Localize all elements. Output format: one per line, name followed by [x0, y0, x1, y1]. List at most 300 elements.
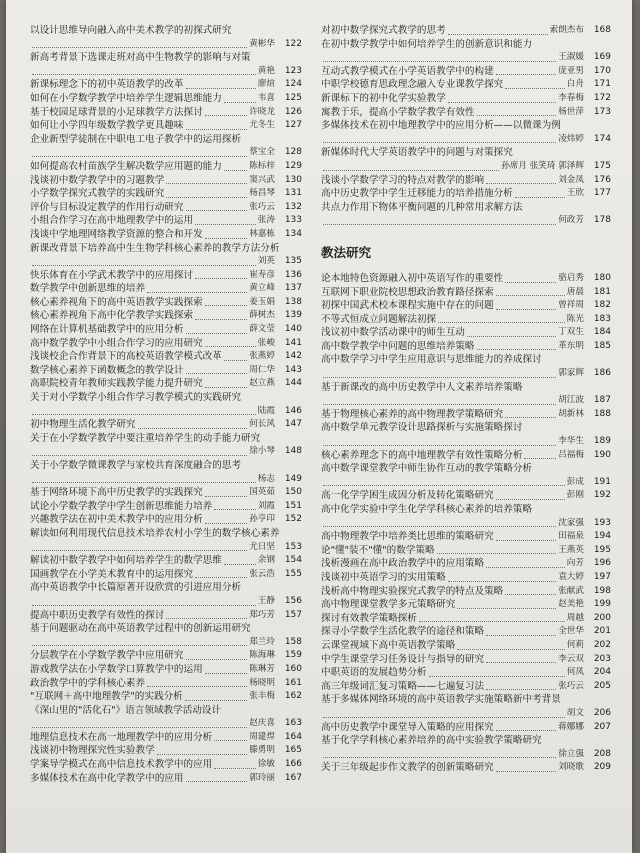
toc-entry [30, 350, 302, 364]
entry-author: 尤日坚 [249, 541, 275, 552]
entry-author: 刘金凤 [558, 174, 584, 185]
dot-leader [32, 482, 256, 483]
toc-entry [30, 377, 302, 391]
dot-leader [32, 455, 247, 456]
dot-leader [32, 414, 256, 415]
dot-leader [477, 115, 557, 116]
dot-leader [205, 238, 248, 239]
entry-title: 共点力作用下物体平衡问题的几种常用求解方法 [321, 201, 523, 213]
entry-author: 陆霞 [257, 405, 275, 416]
entry-title: 高中历史教学中学生迁移能力的培养措施分析 [321, 188, 513, 200]
entry-author: 张献武 [558, 585, 584, 596]
dot-leader [205, 673, 248, 674]
toc-entry [321, 421, 611, 448]
toc-entry [30, 772, 302, 786]
entry-title: 互动式教学模式在小学英语教学中的构建 [321, 65, 494, 77]
entry-author: 陈海琳 [249, 650, 275, 661]
toc-entry [321, 489, 611, 503]
entry-author: 赵庆喜 [249, 718, 275, 729]
entry-page-number: 177 [593, 188, 611, 199]
entry-author: 彭刚 [566, 490, 584, 501]
entry-title: 数学教学中创新思维的培养 [30, 283, 146, 295]
toc-entry [321, 65, 611, 79]
dot-leader [186, 88, 256, 89]
dot-leader [32, 645, 247, 646]
toc-entry [321, 598, 611, 612]
toc-entry [30, 201, 302, 215]
entry-title: 解读初中数学教学中如何培养学生的数学思维 [30, 555, 222, 567]
entry-page-number: 146 [284, 405, 302, 416]
dot-leader [323, 170, 499, 171]
toc-entry [321, 449, 611, 463]
entry-page-number: 201 [593, 626, 611, 637]
entry-author: 许晓龙 [249, 106, 275, 117]
dot-leader [195, 319, 247, 320]
entry-author: 革东明 [558, 340, 584, 351]
entry-author: 周越 [566, 612, 584, 623]
entry-author: 徐敏 [257, 759, 275, 770]
toc-entry [30, 133, 302, 160]
entry-title: 基于问题驱动在高中英语教学过程中的创新运用研究 [30, 623, 251, 635]
entry-author: 田福泉 [558, 531, 584, 542]
entry-page-number: 164 [284, 731, 302, 742]
entry-title: 分层教学在小学数学教学中应用研究 [30, 650, 184, 662]
entry-page-number: 207 [593, 721, 611, 732]
dot-leader [437, 553, 557, 554]
toc-entry [30, 568, 302, 582]
toc-entry [321, 639, 611, 653]
entry-title: 高中数学教学中小组合作学习的应用研究 [30, 337, 203, 349]
dot-leader [496, 540, 557, 541]
entry-page-number: 124 [284, 79, 302, 90]
toc-entry [30, 119, 302, 133]
entry-page-number: 174 [593, 133, 611, 144]
entry-page-number: 204 [593, 667, 611, 678]
dot-leader [205, 496, 248, 497]
toc-entry [30, 500, 302, 514]
dot-leader [505, 88, 565, 89]
toc-entry [321, 666, 611, 680]
dot-leader [496, 499, 565, 500]
toc-entry [30, 690, 302, 704]
entry-page-number: 181 [593, 286, 611, 297]
dot-leader [505, 594, 556, 595]
entry-page-number: 206 [593, 707, 611, 718]
entry-author: 姜玉娟 [249, 296, 275, 307]
entry-page-number: 126 [284, 106, 302, 117]
entry-author: 国英茹 [249, 487, 275, 498]
entry-page-number: 165 [284, 745, 302, 756]
entry-author: 杨志 [257, 473, 275, 484]
dot-leader [457, 608, 556, 609]
dot-leader [186, 333, 248, 334]
dot-leader [32, 47, 247, 48]
toc-entry [30, 391, 302, 418]
toc-entry [30, 160, 302, 174]
entry-title: 企业新型学徒制在中职电工电子教学中的运用探析 [30, 133, 242, 145]
entry-page-number: 185 [593, 340, 611, 351]
toc-entry [321, 119, 611, 146]
toc-entry [30, 677, 302, 691]
toc-entry [321, 92, 611, 106]
dot-leader [486, 183, 556, 184]
entry-page-number: 153 [284, 541, 302, 552]
entry-title: 新课改背景下培养高中生生物学科核心素养的教学方法分析 [30, 242, 280, 254]
entry-page-number: 208 [593, 748, 611, 759]
dot-leader [515, 197, 565, 198]
entry-title: 中学生课堂学习任务设计与指导的研究 [321, 653, 485, 665]
entry-title: 中职英语的发展趋势分析 [321, 667, 427, 679]
toc-entry [321, 734, 611, 761]
entry-author: 杨世萍 [558, 106, 584, 117]
dot-leader [323, 757, 556, 758]
toc-entry [30, 513, 302, 527]
entry-title: 地理信息技术在高一地理教学中的应用分析 [30, 731, 213, 743]
entry-page-number: 167 [284, 772, 302, 783]
toc-entry [321, 146, 611, 173]
entry-page-number: 151 [284, 500, 302, 511]
toc-entry [30, 731, 302, 745]
dot-leader [32, 605, 256, 606]
entry-author: 郭玲丽 [249, 772, 275, 783]
toc-entry [30, 282, 302, 296]
entry-title: 高职院校青年教师实践教学能力提升研究 [30, 378, 203, 390]
dot-leader [486, 567, 565, 568]
entry-title: 关于小学数学微课教学与家校共育深度融合的思考 [30, 460, 242, 471]
entry-page-number: 159 [284, 650, 302, 661]
entry-author: 张巧云 [558, 680, 584, 691]
entry-title: 网络在计算机基础教学中的应用分析 [30, 324, 184, 336]
entry-author: 崔寿彦 [249, 269, 275, 280]
toc-entry [30, 622, 302, 649]
toc-entry [30, 78, 302, 92]
toc-entry [321, 272, 611, 286]
entry-page-number: 154 [284, 555, 302, 566]
entry-title: 对初中数学探究式教学的思考 [321, 25, 446, 36]
entry-title: 浅谈中学地理网络教学资源的整合和开发 [30, 228, 203, 240]
entry-title: 浅谈校企合作背景下的高校英语教学模式改革 [30, 351, 222, 363]
toc-entry [321, 326, 611, 340]
entry-title: 探讨有效教学策略探析 [321, 612, 417, 624]
dot-leader [323, 377, 556, 378]
entry-author: 何政芳 [558, 215, 584, 226]
entry-title: 如何在小学数学教学中培养学生逻辑思维能力 [30, 92, 222, 104]
entry-author: 郑巧芳 [249, 609, 275, 620]
dot-leader [496, 771, 557, 772]
entry-author: 吕福梅 [558, 449, 584, 460]
toc-entry [30, 486, 302, 500]
entry-title: 关于在小学数学教学中要注重培养学生的动手能力研究 [30, 432, 261, 444]
entry-author: 周仁华 [249, 364, 275, 375]
dot-leader [505, 417, 556, 418]
entry-title: 如何提高农村苗族学生解决数学应用题的能力 [30, 160, 222, 172]
entry-page-number: 172 [593, 92, 611, 103]
toc-entry [30, 269, 302, 283]
entry-page-number: 176 [593, 174, 611, 185]
entry-title: 新高考背景下选课走班对高中生物教学的影响与对策 [30, 52, 251, 64]
entry-title: 数学核心素养下函数概念的教学设计 [30, 364, 184, 376]
entry-page-number: 166 [284, 759, 302, 770]
entry-page-number: 152 [284, 514, 302, 525]
entry-author: 凌炜婷 [558, 133, 584, 144]
entry-author: 孙亨印 [249, 514, 275, 525]
entry-title: 小组合作学习在高中地理教学中的运用 [30, 215, 194, 227]
entry-page-number: 187 [593, 395, 611, 406]
entry-title: 基于新课改的高中历史教学中人文素养培养策略 [321, 381, 523, 393]
entry-title: 初中物理生活化教学研究 [30, 419, 136, 431]
dot-leader [496, 295, 565, 296]
entry-author: 蔡宝全 [249, 147, 275, 158]
dot-leader [214, 509, 256, 510]
entry-page-number: 205 [593, 680, 611, 691]
dot-leader [224, 564, 256, 565]
dot-leader [505, 282, 556, 283]
toc-entry [321, 340, 611, 354]
entry-author: 黄彬华 [249, 38, 275, 49]
entry-author: 张丰梅 [249, 691, 275, 702]
entry-author: 胡新林 [558, 408, 584, 419]
entry-author: 孙席月 张笑琦 郭泽辉 [501, 160, 584, 171]
dot-leader [323, 224, 556, 225]
entry-page-number: 149 [284, 473, 302, 484]
toc-entry [30, 323, 302, 337]
entry-author: 陈琳芳 [249, 663, 275, 674]
entry-author: 骆启秀 [558, 272, 584, 283]
entry-author: 廖煊 [257, 79, 275, 90]
dot-leader [166, 618, 247, 619]
entry-author: 张峻 [257, 337, 275, 348]
entry-title: 政治教学中的学科核心素养 [30, 677, 146, 689]
entry-author: 黄艳 [257, 65, 275, 76]
entry-title: 基于多媒体网络环境的高中英语教学实施策略新中考背景 [321, 694, 561, 706]
entry-page-number: 128 [284, 147, 302, 158]
entry-author: 张云浩 [249, 568, 275, 579]
toc-entry [30, 51, 302, 78]
entry-title: 云课堂视域下高中英语教学策略 [321, 639, 456, 651]
entry-author: 王燕英 [558, 544, 584, 555]
toc-entry [30, 581, 302, 608]
entry-title: 高三年级词汇复习策略——七遍复习法 [321, 680, 485, 692]
entry-title: 高中历史教学中课堂导入策略的应用探究 [321, 721, 494, 733]
entry-page-number: 171 [593, 79, 611, 90]
entry-author: 郑兰玲 [249, 636, 275, 647]
toc-entry [30, 296, 302, 310]
entry-author: 窦兴武 [249, 174, 275, 185]
toc-entry [321, 106, 611, 120]
dot-leader [195, 577, 247, 578]
entry-page-number: 184 [593, 327, 611, 338]
dot-leader [448, 102, 556, 103]
entry-page-number: 136 [284, 269, 302, 280]
entry-title: 浅谈初中数学教学中的习题教学 [30, 174, 165, 186]
entry-author: 杨晓明 [249, 677, 275, 688]
entry-page-number: 195 [593, 544, 611, 555]
toc-entry [321, 612, 611, 626]
dot-leader [438, 322, 565, 323]
entry-page-number: 194 [593, 531, 611, 542]
dot-leader [323, 526, 556, 527]
entry-author: 赵立燕 [249, 378, 275, 389]
toc-entry [30, 214, 302, 228]
entry-page-number: 132 [284, 201, 302, 212]
toc-entry [321, 201, 611, 228]
entry-page-number: 143 [284, 364, 302, 375]
dot-leader [186, 210, 248, 211]
entry-title: 初探中国武术校本课程实施中存在的问题 [321, 300, 494, 312]
toc-entry [30, 309, 302, 323]
entry-title: 高中数学教学中问题的思维培养策略 [321, 340, 475, 352]
entry-page-number: 180 [593, 272, 611, 283]
dot-leader [205, 115, 248, 116]
entry-title: 多媒体技术在初中地理教学中的应用分析——以微课为例 [321, 120, 561, 132]
entry-title: 探寻小学数学生活化教学的途径和策略 [321, 626, 485, 638]
entry-page-number: 202 [593, 639, 611, 650]
toc-entry [30, 704, 302, 731]
dot-leader [205, 305, 248, 306]
toc-entry [30, 554, 302, 568]
dot-leader [448, 581, 556, 582]
toc-column-right [321, 24, 611, 775]
entry-title: 中职学校德育思政理念融入专业课教学探究 [321, 79, 504, 91]
entry-title: 高中英语教学中长篇原著开设欣赏的引进应用分析 [30, 582, 242, 594]
entry-author: 余钢 [257, 555, 275, 566]
entry-title: 论本地特色资源融入初中英语写作的重要性 [321, 272, 504, 284]
entry-author: 蒋娜娜 [558, 721, 584, 732]
toc-entry [321, 653, 611, 667]
dot-leader [195, 224, 256, 225]
toc-entry [30, 432, 302, 459]
dot-leader [214, 768, 256, 769]
entry-page-number: 133 [284, 215, 302, 226]
entry-title: 国画教学在小学美术教育中的运用探究 [30, 568, 194, 580]
entry-page-number: 130 [284, 174, 302, 185]
dot-leader [205, 523, 248, 524]
dot-leader [496, 74, 557, 75]
toc-entry [321, 381, 611, 408]
entry-page-number: 193 [593, 517, 611, 528]
dot-leader [186, 129, 248, 130]
entry-author: 王静 [257, 595, 275, 606]
entry-page-number: 127 [284, 120, 302, 131]
entry-title: 如何让小学四年级数学教学更具趣味 [30, 120, 184, 132]
entry-author: 陈标梓 [249, 160, 275, 171]
dot-leader [323, 485, 565, 486]
entry-title: 高一化学学困生成因分析及转化策略研究 [321, 490, 494, 502]
entry-author: 杨昌琴 [249, 188, 275, 199]
entry-title: 游戏教学法在小学数学口算教学中的运用 [30, 663, 203, 675]
entry-author: 沈家强 [558, 517, 584, 528]
entry-title: 浅谈初中物理探究性实验教学 [30, 745, 155, 757]
toc-entry [321, 187, 611, 201]
entry-page-number: 197 [593, 571, 611, 582]
entry-title: 在初中数学教学中如何培养学生的创新意识和能力 [321, 38, 533, 50]
entry-page-number: 175 [593, 160, 611, 171]
entry-author: 彭成 [566, 476, 584, 487]
entry-title: 浅析漫画在高中政治教学中的应用策略 [321, 558, 485, 570]
entry-title: 高中数学课堂教学中师生协作互动的教学策略分析 [321, 463, 533, 475]
entry-author: 张巧云 [249, 201, 275, 212]
entry-page-number: 138 [284, 296, 302, 307]
dot-leader [486, 635, 556, 636]
entry-page-number: 183 [593, 313, 611, 324]
entry-author: 李华生 [558, 436, 584, 447]
dot-leader [205, 387, 248, 388]
dot-leader [457, 649, 564, 650]
entry-page-number: 178 [593, 215, 611, 226]
entry-title: 基于化学学科核心素养培养的高中实验教学策略研究 [321, 735, 542, 747]
toc-column-left [30, 24, 302, 785]
entry-title: 浅谈小学数学学习的特点对教学的影响 [321, 174, 485, 186]
entry-author: 向芳 [566, 558, 584, 569]
dot-leader [147, 292, 247, 293]
entry-page-number: 129 [284, 160, 302, 171]
entry-author: 曾祥周 [558, 300, 584, 311]
entry-author: 刘英 [257, 256, 275, 267]
entry-page-number: 189 [593, 436, 611, 447]
entry-author: 徐立强 [558, 748, 584, 759]
entry-author: 王欣 [566, 188, 584, 199]
entry-page-number: 191 [593, 476, 611, 487]
toc-entry [30, 527, 302, 554]
dot-leader [429, 676, 565, 677]
dot-leader [323, 717, 565, 718]
entry-title: "互联网＋高中地理教学"的实践分析 [30, 691, 183, 703]
dot-leader [486, 662, 556, 663]
entry-author: 周建焊 [249, 731, 275, 742]
entry-title: 学案导学模式在高中信息技术教学中的应用 [30, 759, 213, 771]
toc-entry [30, 228, 302, 242]
book-page [6, 0, 632, 853]
entry-title: 论"懂"装不"懂"的数学策略 [321, 544, 435, 556]
dot-leader [448, 34, 548, 35]
entry-page-number: 150 [284, 487, 302, 498]
dot-leader [166, 183, 247, 184]
toc-entry [30, 744, 302, 758]
entry-author: 薛树杰 [249, 310, 275, 321]
dot-leader [186, 373, 248, 374]
toc-entry [30, 337, 302, 351]
toc-entry [321, 625, 611, 639]
toc-entry [30, 459, 302, 486]
toc-entry [30, 174, 302, 188]
dot-leader [32, 265, 256, 266]
entry-title: 提高中职历史教学有效性的探讨 [30, 609, 165, 621]
dot-leader [195, 278, 247, 279]
entry-title: 基于校园足球背景的小足球教学方法探讨 [30, 106, 203, 118]
dot-leader [214, 740, 247, 741]
entry-author: 徐小琴 [249, 446, 275, 457]
dot-leader [185, 700, 247, 701]
dot-leader [32, 727, 247, 728]
dot-leader [323, 61, 556, 62]
dot-leader [477, 349, 557, 350]
entry-page-number: 122 [284, 38, 302, 49]
toc-entry [321, 353, 611, 380]
entry-title: 基于物理核心素养的高中物理教学策略研究 [321, 408, 504, 420]
toc-entry [321, 693, 611, 720]
entry-page-number: 186 [593, 368, 611, 379]
dot-leader [496, 309, 557, 310]
entry-page-number: 156 [284, 595, 302, 606]
dot-leader [496, 730, 557, 731]
dot-leader [224, 102, 256, 103]
entry-author: 何长风 [249, 419, 275, 430]
entry-author: 何凤 [566, 667, 584, 678]
toc-entry [321, 174, 611, 188]
entry-title: 试论小学数学教学中学生创新思维能力培养 [30, 500, 213, 512]
entry-page-number: 123 [284, 65, 302, 76]
entry-author: 胡江波 [558, 395, 584, 406]
